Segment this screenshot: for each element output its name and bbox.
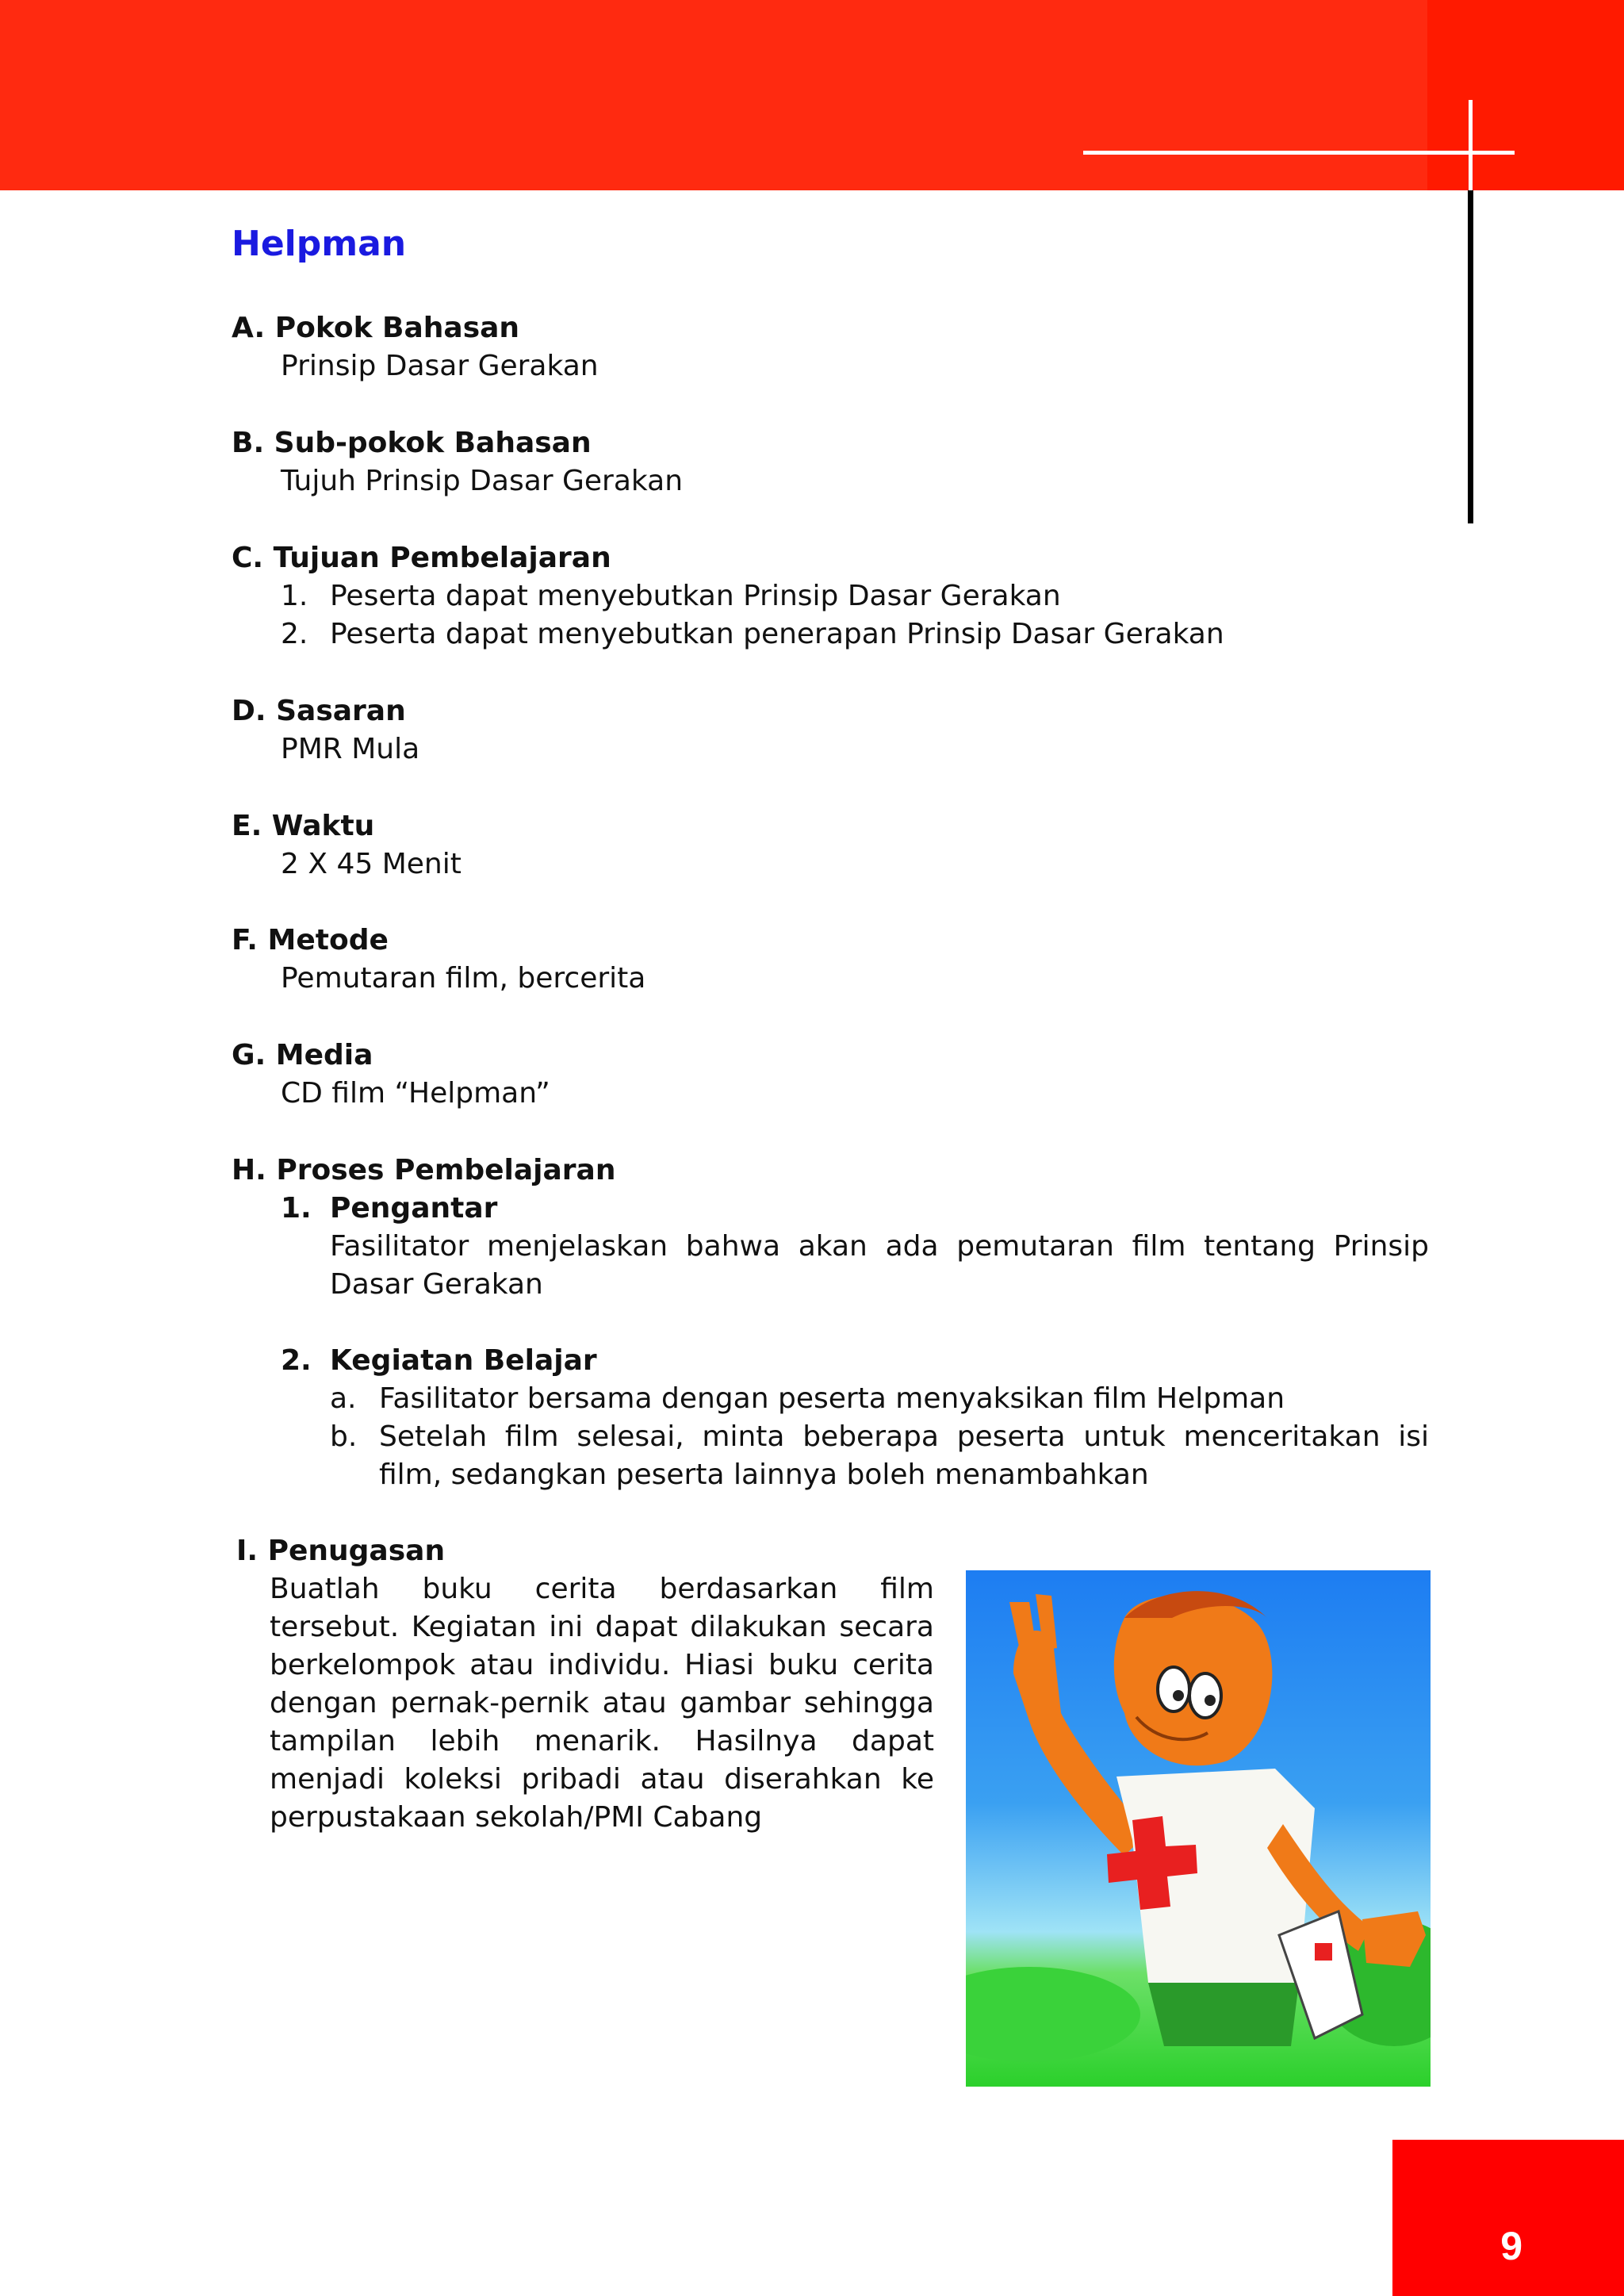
step-kegiatan-belajar [281,1342,1429,1494]
section-body: Buatlah buku cerita berdasarkan film tersebut. Kegiatan ini dapat dilakukan secara berkelompok atau individu. Hiasi buku cerita dengan pernak-pernik atau gambar sehingga tampilan lebih menarik. Hasilnya dapat menjadi koleksi pribadi atau diserahkan ke perpustakaan sekolah/PMI Cabang [270,1573,934,1834]
section-sub-pokok-bahasan [232,424,1429,500]
decorative-vertical-line-white [1469,100,1473,190]
step-pengantar [281,1190,1429,1304]
list-text: Setelah film selesai, minta beberapa peserta untuk menceritakan isi film, sedangkan peserta lainnya boleh menambahkan [379,1420,1429,1491]
list-text: Fasilitator bersama dengan peserta menyaksikan film Helpman [379,1382,1285,1415]
page-title: Helpman [232,224,407,264]
header-banner [0,0,1427,190]
section-body: Tujuh Prinsip Dasar Gerakan [281,465,684,497]
list-item [281,615,1429,654]
section-body: CD film “Helpman” [281,1077,550,1110]
list-item [330,1418,1429,1494]
section-heading: H. Proses Pembelajaran [232,1154,616,1186]
section-heading: B. Sub-pokok Bahasan [232,427,592,459]
step-title: Kegiatan Belajar [330,1344,597,1377]
section-proses-pembelajaran [232,1152,1429,1494]
section-media [232,1037,1429,1113]
section-body: Prinsip Dasar Gerakan [281,350,599,382]
decorative-horizontal-line [1083,151,1515,155]
list-number: 1. [281,580,308,612]
section-heading: F. Metode [232,924,389,956]
section-body: 2 X 45 Menit [281,848,462,880]
section-tujuan-pembelajaran [232,539,1429,654]
section-heading: E. Waktu [232,810,375,842]
decorative-vertical-line [1468,190,1473,523]
section-heading: G. Media [232,1039,373,1071]
cartoon-illustration [966,1570,1431,2087]
list-number: 2. [281,618,308,650]
list-item [330,1380,1429,1418]
list-item [281,577,1429,615]
section-body: PMR Mula [281,733,420,765]
section-heading: C. Tujuan Pembelajaran [232,542,611,574]
section-pokok-bahasan [232,309,1429,385]
activity-list [330,1380,1429,1494]
section-heading: A. Pokok Bahasan [232,312,520,344]
section-metode [232,922,1429,998]
section-penugasan [236,1532,934,1837]
helpman-cartoon-image [966,1570,1431,2087]
list-letter: a. [330,1382,357,1415]
section-body: Pemutaran film, bercerita [281,962,646,995]
step-text: Fasilitator menjelaskan bahwa akan ada pemutaran film tentang Prinsip Dasar Gerakan [330,1230,1429,1301]
page-number: 9 [1500,2224,1522,2268]
list-text: Peserta dapat menyebutkan Prinsip Dasar Gerakan [330,580,1061,612]
section-heading: I. Penugasan [236,1535,446,1567]
section-sasaran [232,692,1429,769]
step-number: 2. [281,1344,312,1377]
list-letter: b. [330,1420,358,1453]
list-text: Peserta dapat menyebutkan penerapan Prinsip Dasar Gerakan [330,618,1224,650]
step-title: Pengantar [330,1192,498,1225]
step-number: 1. [281,1192,312,1225]
header-banner-corner [1427,0,1624,190]
section-waktu [232,807,1429,884]
section-heading: D. Sasaran [232,695,406,727]
page-number-box [1392,2140,1624,2296]
objective-list [281,577,1429,654]
